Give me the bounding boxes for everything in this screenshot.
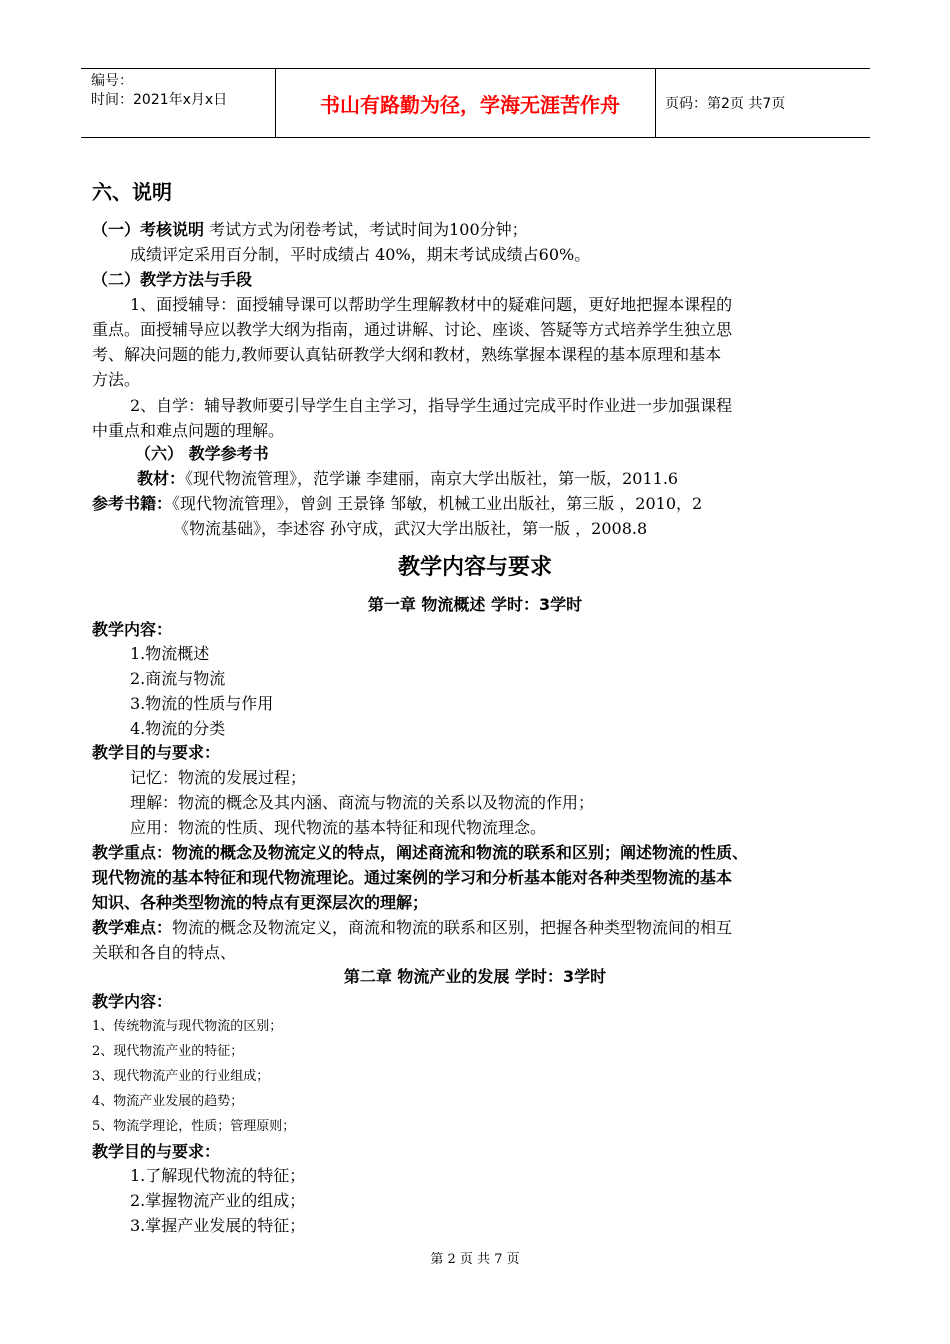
header-page: 页码：第2页 共7页 xyxy=(665,96,786,112)
key-points-line: 知识、各种类型物流的特点有更深层次的理解； xyxy=(92,893,429,912)
content-title: 教学内容与要求 xyxy=(397,555,552,580)
exam-text: 考试方式为闭卷考试，考试时间为100分钟； xyxy=(209,220,528,239)
chapter-heading: 第二章 物流产业的发展 学时：3学时 xyxy=(343,967,607,986)
exam-line xyxy=(92,220,528,240)
page-header xyxy=(81,68,870,138)
paragraph-line: 中重点和难点问题的理解。 xyxy=(92,421,285,440)
exam-label: （一）考核说明 xyxy=(92,220,205,239)
methods-heading: （二）教学方法与手段 xyxy=(92,270,253,289)
list-item: 1.物流概述 xyxy=(130,644,210,663)
header-motto: 书山有路勤为径，学海无涯苦作舟 xyxy=(320,93,620,117)
difficulty-text: 物流的概念及物流定义，商流和物流的联系和区别，把握各种类型物流间的相互 xyxy=(172,918,733,937)
goal-item: 应用：物流的性质、现代物流的基本特征和现代物流理念。 xyxy=(130,818,547,837)
textbook-label: 教材： xyxy=(137,469,186,488)
time-label: 时间：2021年x月x日 xyxy=(91,92,228,108)
number-label: 编号： xyxy=(91,73,133,89)
goal-item: 2.掌握物流产业的组成； xyxy=(130,1191,306,1210)
difficulty-text: 关联和各自的特点、 xyxy=(92,943,237,962)
content-label: 教学内容： xyxy=(92,992,173,1011)
list-item: 5、物流学理论，性质；管理原则； xyxy=(92,1119,296,1134)
list-item: 3、现代物流产业的行业组成； xyxy=(92,1069,270,1084)
paragraph-line: 2、自学：辅导教师要引导学生自主学习，指导学生通过完成平时作业进一步加强课程 xyxy=(130,396,733,415)
paragraph-line: 考、解决问题的能力,教师要认真钻研教学大纲和教材，熟练掌握本课程的基本原理和基本 xyxy=(92,345,722,364)
list-item: 2.商流与物流 xyxy=(130,669,226,688)
textbook-line xyxy=(137,469,678,489)
reference-text: 《现代物流管理》，曾剑 王景锋 邹敏，机械工业出版社，第三版 ，2010，2 xyxy=(172,494,703,513)
reference-label: 参考书籍： xyxy=(92,494,173,513)
paragraph-line: 重点。面授辅导应以教学大纲为指南，通过讲解、讨论、座谈、答疑等方式培养学生独立思 xyxy=(92,320,733,339)
grading-text: 成绩评定采用百分制，平时成绩占 40%，期末考试成绩占60%。 xyxy=(130,245,591,264)
paragraph-line: 1、面授辅导：面授辅导课可以帮助学生理解教材中的疑难问题，更好地把握本课程的 xyxy=(130,295,733,314)
difficulty-line xyxy=(92,918,732,938)
page-footer: 第 2 页 共 7 页 xyxy=(430,1252,520,1267)
list-item: 1、传统物流与现代物流的区别； xyxy=(92,1019,283,1034)
header-divider xyxy=(655,69,656,137)
section-heading: 六、说明 xyxy=(92,180,172,204)
key-points-line: 现代物流的基本特征和现代物流理论。通过案例的学习和分析基本能对各种类型物流的基本 xyxy=(92,868,733,887)
goal-item: 记忆：物流的发展过程； xyxy=(130,768,307,787)
content-label: 教学内容： xyxy=(92,620,173,639)
textbook-text: 《现代物流管理》，范学谦 李建丽，南京大学出版社，第一版，2011.6 xyxy=(185,469,679,488)
list-item: 3.物流的性质与作用 xyxy=(130,694,274,713)
goals-label: 教学目的与要求： xyxy=(92,743,221,762)
goal-item: 1.了解现代物流的特征； xyxy=(130,1166,306,1185)
goals-label: 教学目的与要求： xyxy=(92,1142,221,1161)
paragraph-line: 方法。 xyxy=(92,370,141,389)
reference-text: 《物流基础》，李述容 孙守成，武汉大学出版社，第一版 ，2008.8 xyxy=(173,519,648,538)
goal-item: 3.掌握产业发展的特征； xyxy=(130,1216,306,1235)
header-meta xyxy=(91,72,227,110)
reference-line xyxy=(92,494,702,514)
list-item: 4.物流的分类 xyxy=(130,719,226,738)
goal-item: 理解：物流的概念及其内涵、商流与物流的关系以及物流的作用； xyxy=(130,793,595,812)
list-item: 2、现代物流产业的特征； xyxy=(92,1044,244,1059)
header-divider xyxy=(275,69,276,137)
books-heading: （六） 教学参考书 xyxy=(135,444,269,463)
key-points-line: 教学重点：物流的概念及物流定义的特点，阐述商流和物流的联系和区别；阐述物流的性质、 xyxy=(92,843,749,862)
list-item: 4、物流产业发展的趋势； xyxy=(92,1094,244,1109)
difficulty-label: 教学难点： xyxy=(92,918,173,937)
chapter-heading: 第一章 物流概述 学时：3学时 xyxy=(367,595,583,614)
